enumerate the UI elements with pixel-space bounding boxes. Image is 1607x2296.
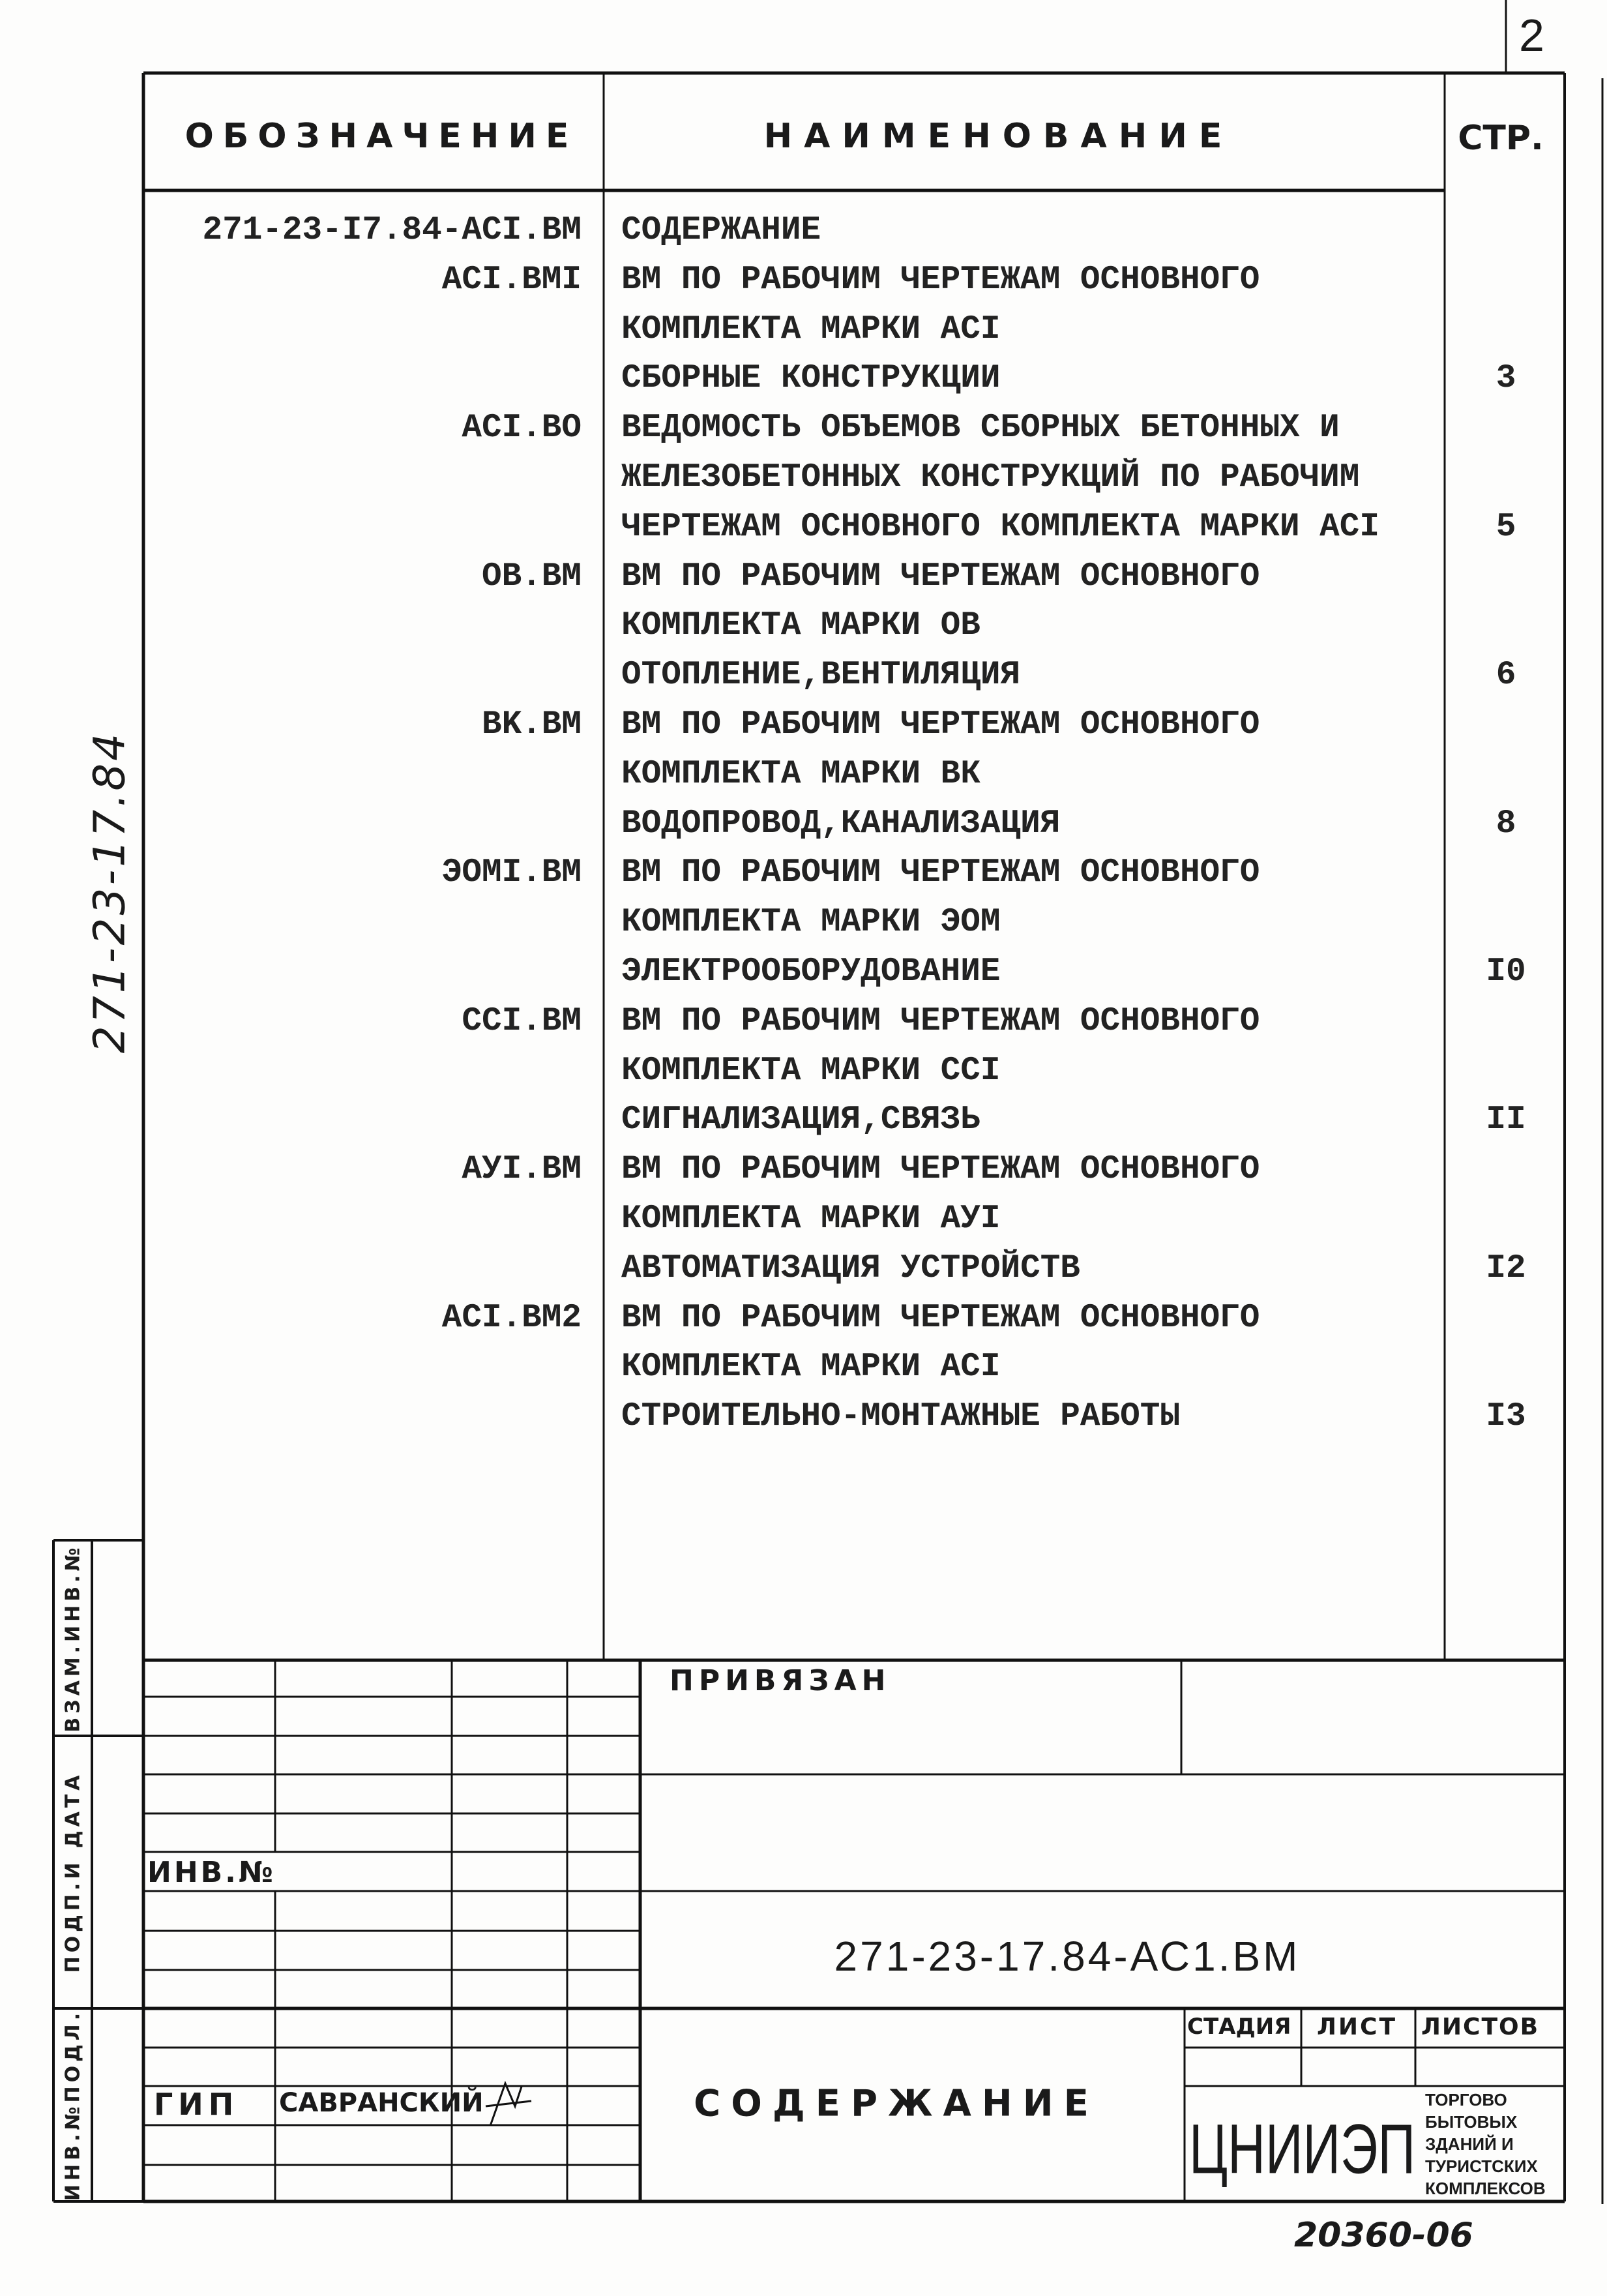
table-row [0, 457, 1607, 499]
row-name: ВМ ПО РАБОЧИМ ЧЕРТЕЖАМ ОСНОВНОГО [621, 706, 1260, 743]
row-designation: ACI.BM2 [441, 1299, 582, 1337]
table-row [0, 1298, 1607, 1339]
row-name: СОДЕРЖАНИЕ [621, 212, 821, 249]
row-name: СБОРНЫЕ КОНСТРУКЦИИ [621, 360, 1001, 398]
table-row [0, 210, 1607, 252]
side-vertical-code: 271-23-17.84 [84, 730, 135, 1054]
row-name: ЖЕЛЕЗОБЕТОННЫХ КОНСТРУКЦИЙ ПО РАБОЧИМ [621, 459, 1360, 496]
row-page: 8 [1496, 805, 1516, 842]
row-name: СИГНАЛИЗАЦИЯ,СВЯЗЬ [621, 1101, 980, 1139]
row-designation: ACI.BO [462, 410, 582, 447]
row-name: ВМ ПО РАБОЧИМ ЧЕРТЕЖАМ ОСНОВНОГО [621, 558, 1260, 595]
row-name: ВЕДОМОСТЬ ОБЪЕМОВ СБОРНЫХ БЕТОННЫХ И [621, 410, 1340, 447]
column-header-page: СТР. [1458, 119, 1544, 158]
stage-label: СТАДИЯ [1187, 2014, 1291, 2040]
row-name: КОМПЛЕКТА МАРКИ АСI [621, 310, 1001, 348]
person-name: САВРАНСКИЙ [279, 2088, 484, 2118]
table-row [0, 556, 1607, 598]
row-name: КОМПЛЕКТА МАРКИ ССI [621, 1052, 1001, 1090]
org-line: ЗДАНИЙ И [1425, 2134, 1514, 2154]
table-row [0, 1149, 1607, 1191]
table-row [0, 852, 1607, 894]
org-line: ТОРГОВО [1425, 2090, 1507, 2110]
organization-name: ЦНИИЭП [1189, 2110, 1415, 2188]
row-name: СТРОИТЕЛЬНО-МОНТАЖНЫЕ РАБОТЫ [621, 1398, 1180, 1436]
organization-subtitle [1425, 2089, 1563, 2199]
row-name: КОМПЛЕКТА МАРКИ ЭОМ [621, 904, 1001, 942]
row-name: ЭЛЕКТРООБОРУДОВАНИЕ [621, 953, 1001, 991]
document-code: 271-23-17.84-АС1.ВМ [834, 1933, 1301, 1980]
row-name: ОТОПЛЕНИЕ,ВЕНТИЛЯЦИЯ [621, 657, 1021, 694]
role-label: ГИП [154, 2087, 239, 2122]
table-row [0, 260, 1607, 301]
row-page: II [1486, 1101, 1526, 1139]
row-page: I3 [1486, 1398, 1526, 1436]
table-row [0, 358, 1607, 400]
org-line: БЫТОВЫХ [1425, 2112, 1518, 2132]
table-row [0, 1248, 1607, 1290]
table-row [0, 1347, 1607, 1388]
sheet-label: ЛИСТ [1317, 2014, 1398, 2040]
table-row [0, 951, 1607, 993]
org-line: КОМПЛЕКСОВ [1425, 2179, 1546, 2198]
table-row [0, 605, 1607, 647]
org-line: ТУРИСТСКИХ [1425, 2156, 1538, 2176]
row-designation: OB.BM [481, 558, 582, 595]
table-row [0, 902, 1607, 944]
table-row [0, 507, 1607, 548]
column-header-name: НАИМЕНОВАНИЕ [763, 117, 1234, 156]
row-page: 6 [1496, 657, 1516, 694]
side-label-orig-inv: ИНВ.№ПОДЛ. [61, 2008, 85, 2201]
row-name: КОМПЛЕКТА МАРКИ ВК [621, 755, 980, 793]
table-row [0, 704, 1607, 746]
table-row [0, 309, 1607, 351]
row-designation: CCI.BM [462, 1002, 582, 1040]
table-row [0, 1051, 1607, 1092]
column-header-designation: ОБОЗНАЧЕНИЕ [184, 117, 578, 156]
sheets-label: ЛИСТОВ [1421, 2014, 1540, 2040]
inv-no-label: ИНВ.№ [147, 1856, 276, 1889]
row-designation: AУI.BM [462, 1151, 582, 1189]
row-name: ВМ ПО РАБОЧИМ ЧЕРТЕЖАМ ОСНОВНОГО [621, 1002, 1260, 1040]
row-designation: ЭОМI.BM [441, 854, 582, 892]
bound-label: ПРИВЯЗАН [670, 1664, 891, 1697]
side-label-sign-date: ПОДП.И ДАТА [61, 1771, 85, 1973]
row-name: ВМ ПО РАБОЧИМ ЧЕРТЕЖАМ ОСНОВНОГО [621, 261, 1260, 299]
row-page: I0 [1486, 953, 1526, 991]
row-name: КОМПЛЕКТА МАРКИ АСI [621, 1349, 1001, 1386]
table-row [0, 1199, 1607, 1240]
footer-archive-code: 20360-06 [1294, 2216, 1473, 2255]
row-page: 5 [1496, 508, 1516, 546]
table-row [0, 1099, 1607, 1141]
table-row [0, 1396, 1607, 1438]
signature-mark [486, 2083, 531, 2126]
row-designation: ACI.BMI [441, 261, 582, 299]
row-name: АВТОМАТИЗАЦИЯ УСТРОЙСТВ [621, 1249, 1080, 1287]
row-name: ВОДОПРОВОД,КАНАЛИЗАЦИЯ [621, 805, 1061, 842]
row-page: 3 [1496, 360, 1516, 398]
row-page: I2 [1486, 1249, 1526, 1287]
sheet-number: 2 [1519, 10, 1544, 61]
row-name: ВМ ПО РАБОЧИМ ЧЕРТЕЖАМ ОСНОВНОГО [621, 854, 1260, 892]
row-name: ВМ ПО РАБОЧИМ ЧЕРТЕЖАМ ОСНОВНОГО [621, 1151, 1260, 1189]
side-label-replaced-inv: ВЗАМ.ИНВ.№ [61, 1543, 85, 1733]
table-row [0, 655, 1607, 696]
table-row [0, 408, 1607, 449]
table-row [0, 754, 1607, 796]
table-row [0, 1001, 1607, 1043]
row-name: ВМ ПО РАБОЧИМ ЧЕРТЕЖАМ ОСНОВНОГО [621, 1299, 1260, 1337]
table-row [0, 803, 1607, 845]
row-designation: BK.BM [481, 706, 582, 743]
row-name: ЧЕРТЕЖАМ ОСНОВНОГО КОМПЛЕКТА МАРКИ АСI [621, 508, 1379, 546]
row-designation: 271-23-I7.84-ACI.BM [202, 212, 582, 249]
row-name: КОМПЛЕКТА МАРКИ АУI [621, 1200, 1001, 1238]
row-name: КОМПЛЕКТА МАРКИ ОВ [621, 607, 980, 645]
sheet-title: СОДЕРЖАНИЕ [694, 2082, 1099, 2125]
